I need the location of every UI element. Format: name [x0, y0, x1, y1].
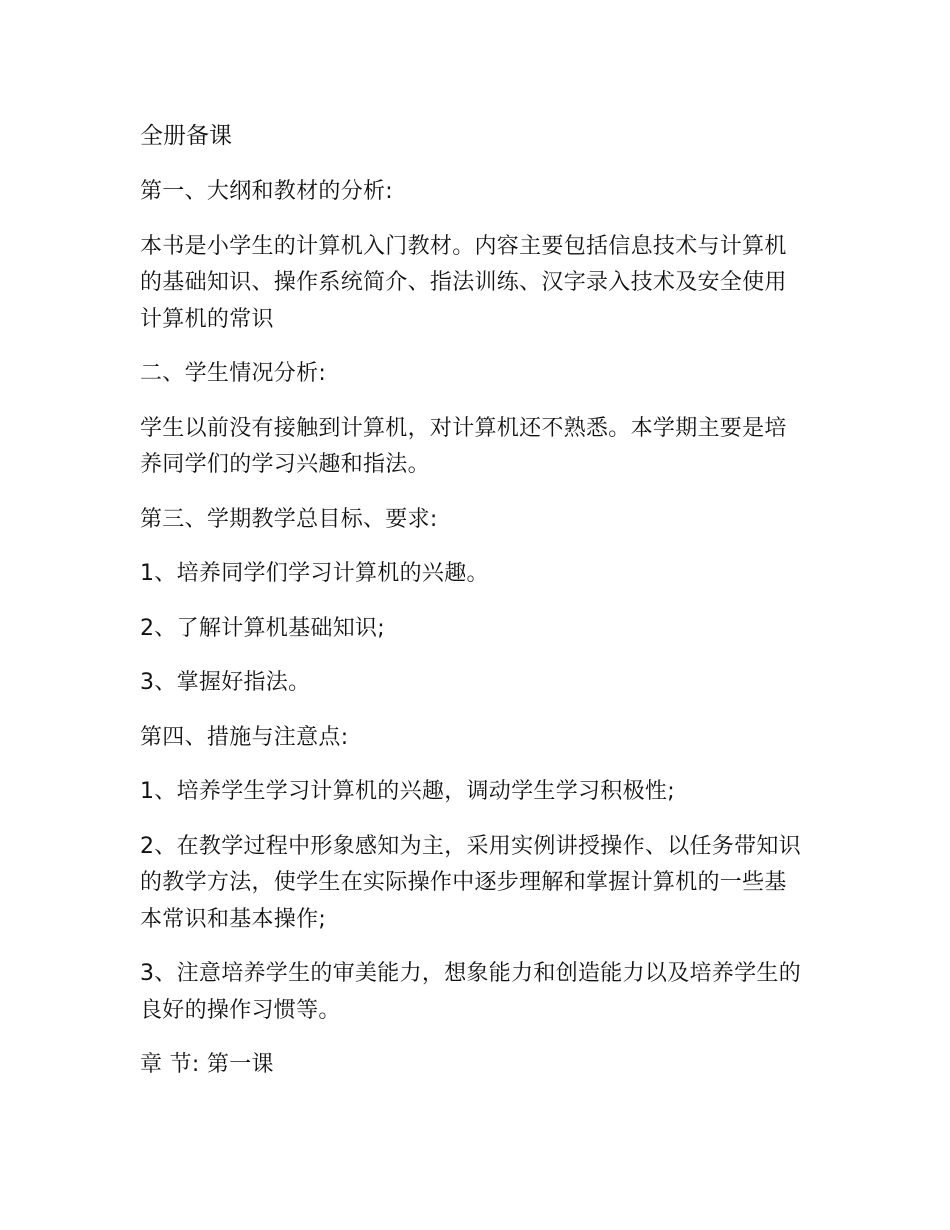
goal-item-2: 2、了解计算机基础知识;	[140, 615, 386, 641]
section-heading-outline-analysis: 第一、大纲和教材的分析:	[140, 179, 394, 204]
measure-item-1: 1、培养学生学习计算机的兴趣，调动学生学习积极性;	[140, 779, 675, 804]
paragraph-student-situation: 学生以前没有接触到计算机，对计算机还不熟悉。本学期主要是培养同学们的学习兴趣和指法。	[140, 415, 787, 477]
measure-item-2: 2、在教学过程中形象感知为主，采用实例讲授操作、以任务带知识的教学方法，使学生在实际操作中逐步理解和掌握计算机的一些基本常识和基本操作;	[140, 833, 801, 932]
goal-item-1: 1、培养同学们学习计算机的兴趣。	[140, 561, 489, 586]
chapter-label: 章 节: 第一课	[140, 1052, 274, 1077]
goal-item-3: 3、掌握好指法。	[140, 670, 311, 695]
document-body	[140, 118, 805, 1102]
document-title: 全册备课	[140, 123, 232, 149]
section-heading-measures: 第四、措施与注意点:	[140, 724, 349, 750]
paragraph-textbook-content: 本书是小学生的计算机入门教材。内容主要包括信息技术与计算机的基础知识、操作系统简介、指法训练、汉字录入技术及安全使用计算机的常识	[140, 233, 787, 332]
section-heading-student-analysis: 二、学生情况分析:	[140, 361, 327, 386]
section-heading-teaching-goals: 第三、学期教学总目标、要求:	[140, 506, 438, 532]
measure-item-3: 3、注意培养学生的审美能力，想象能力和创造能力以及培养学生的良好的操作习惯等。	[140, 961, 801, 1023]
